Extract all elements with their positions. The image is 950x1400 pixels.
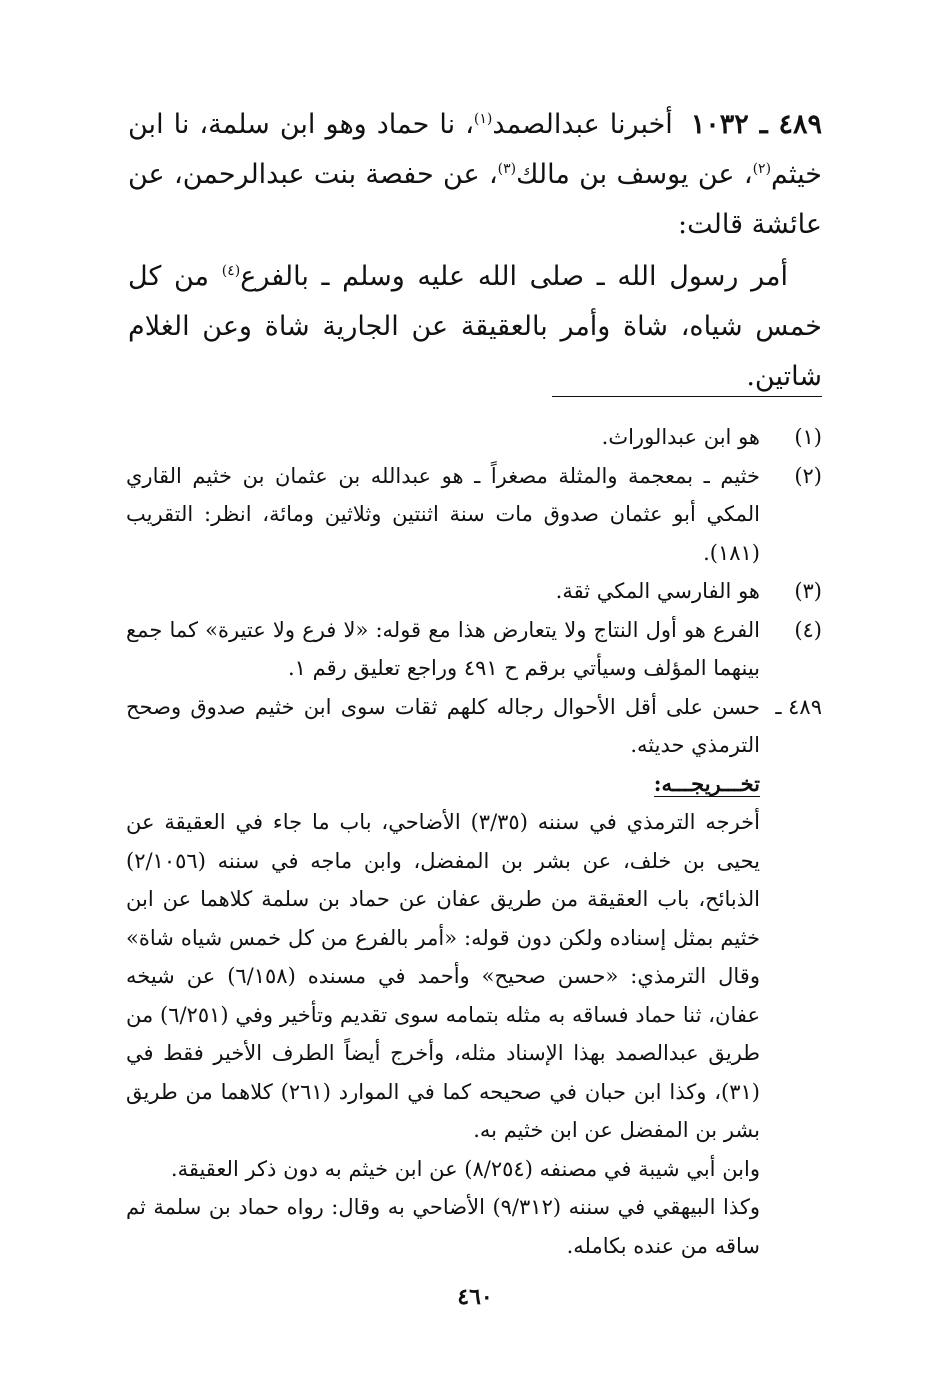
- grading-number: ٤٨٩ ـ: [775, 694, 822, 719]
- footnote-text: هو الفارسي المكي ثقة.: [555, 579, 760, 603]
- footnote-number: (٤): [794, 617, 822, 642]
- footnote-text: خثيم ـ بمعجمة والمثلة مصغراً ـ هو عبدالله بن عثمان بن خثيم القاري المكي أبو عثمان صدوق مات سنة اثنتين وثلاثين ومائة، انظر: التقريب (١٨١).: [126, 463, 760, 565]
- footnote: [126, 572, 822, 611]
- hadith-matn: [128, 252, 822, 402]
- isnad-part-1: أخبرنا عبدالصمد: [492, 109, 673, 140]
- hadith-text: [128, 100, 822, 402]
- footnote-text: هو ابن عبدالوراث.: [601, 425, 760, 449]
- takhrij-paragraph: وكذا البيهقي في سننه (٩/٣١٢) الأضاحي به وقال: رواه حماد بن سلمة ثم ساقه من عنده بكامله.: [126, 1195, 760, 1258]
- hadith-isnad: [128, 100, 822, 250]
- page-number: ٤٦٠: [457, 1284, 493, 1310]
- takhrij-paragraph: أخرجه الترمذي في سننه (٣/٣٥) الأضاحي، باب ما جاء في العقيقة عن يحيى بن خلف، عن بشر بن المفضل، وابن ماجه في سننه (٢/١٠٥٦) الذبائح، باب العقيقة من طريق عفان عن حماد بن سلمة كلاهما عن ابن خثيم بمثل إسناده ولكن دون قوله: «أمر بالفرع من كل خمس شياه شاة» وقال الترمذي: «حسن صحيح» وأحمد في مسنده (٦/١٥٨) عن شيخه عفان، ثنا حماد فساقه به مثله بتمامه سوى تقديم وتأخير وفي (٦/٢٥١) من طريق عبدالصمد بهذا الإسناد مثله، وأخرج أيضاً الطرف الأخير فقط في (٣١)، وكذا ابن حبان في صحيحه كما في الموارد (٢٦١) كلاهما من طريق بشر بن المفضل عن ابن خثيم به.: [126, 810, 760, 1142]
- matn-part-2: من كل خمس شياه، شاة وأمر بالعقيقة عن الجارية شاة وعن الغلام شاتين.: [128, 261, 822, 392]
- footnotes: [126, 418, 822, 1265]
- takhrij-heading: تخـــريجـــه:: [653, 770, 760, 796]
- footnote-ref-1: (١): [473, 111, 493, 127]
- takhrij-paragraph: وابن أبي شيبة في مصنفه (٨/٢٥٤) عن ابن خيثم به دون ذكر العقيقة.: [170, 1156, 760, 1181]
- footnote-ref-3: (٣): [497, 161, 517, 177]
- isnad-part-2: ، نا حماد وهو ابن سلمة، نا ابن خيثم: [128, 109, 822, 190]
- footnote: [126, 418, 822, 457]
- grading-text: حسن على أقل الأحوال رجاله كلهم ثقات سوى ابن خثيم صدوق وصحح الترمذي حديثه.: [126, 694, 760, 757]
- hadith-number: ٤٨٩ ـ ١٠٣٢: [690, 109, 822, 140]
- footnote-number: (٣): [794, 579, 822, 603]
- isnad-part-4: ، عن حفصة بنت عبدالرحمن، عن عائشة قالت:: [128, 159, 822, 240]
- footnote-number: (٢): [794, 463, 822, 488]
- footnote-text: الفرع هو أول النتاج ولا يتعارض هذا مع قوله: «لا فرع ولا عتيرة» كما جمع بينهما المؤلف وسيأتي برقم ح ٤٩١ وراجع تعليق رقم ١.: [126, 617, 760, 680]
- footnote-separator: [552, 396, 822, 397]
- grading-note: [126, 688, 822, 765]
- footnote-ref-2: (٢): [752, 161, 772, 177]
- footnote: [126, 611, 822, 688]
- footnote: [126, 457, 822, 573]
- isnad-part-3: ، عن يوسف بن مالك: [516, 159, 753, 190]
- footnote-ref-4: (٤): [221, 263, 241, 279]
- matn-part-1: أمر رسول الله ـ صلى الله عليه وسلم ـ بالفرع: [240, 261, 788, 292]
- footnote-number: (١): [794, 425, 822, 449]
